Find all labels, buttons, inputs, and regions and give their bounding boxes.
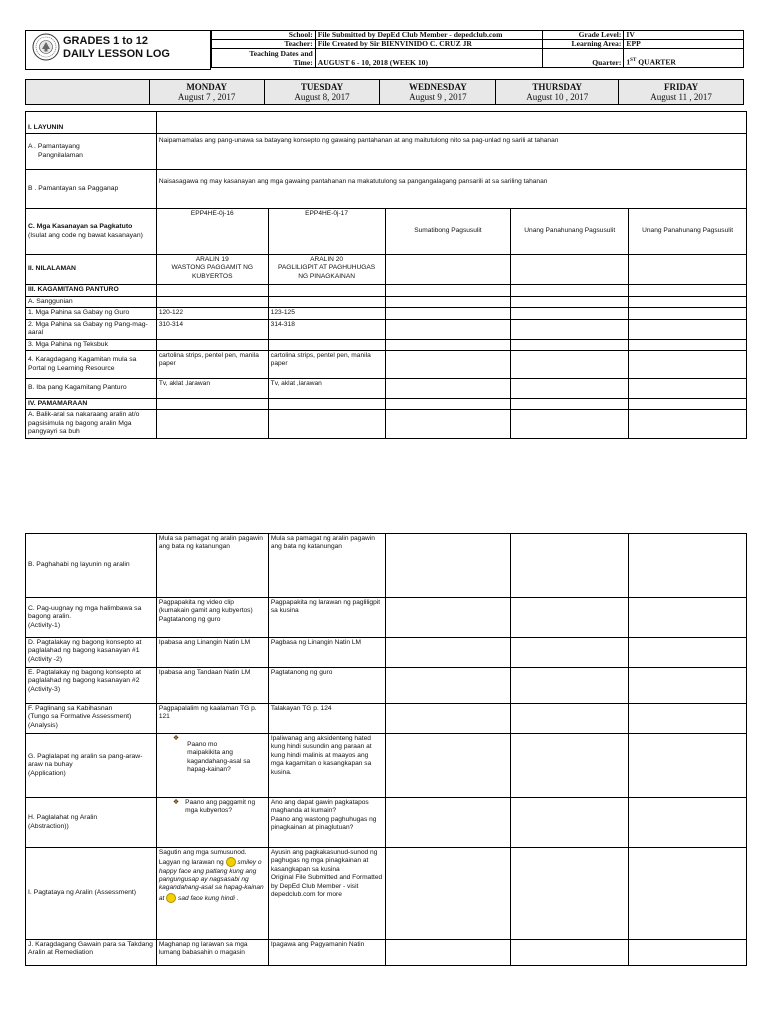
gabay-guro-monday: 120-122 [156, 308, 268, 319]
karagdagan-wednesday [385, 351, 511, 379]
C-label-line1: C. Pag-uugnay ng mga halimbawa sa bagong aralin. [28, 604, 142, 621]
nilalaman-friday [629, 255, 747, 285]
D-wednesday [385, 638, 511, 668]
F-thursday [511, 704, 629, 734]
sanggunian-thursday [511, 297, 629, 308]
pamantayang-label [26, 134, 157, 170]
teacher-value: File Created by Sir BIENVINIDO C. CRUZ JR [315, 40, 542, 49]
G-thursday [511, 734, 629, 798]
H-label-line1: H. Paglalahat ng Aralin [28, 814, 98, 822]
G-friday [629, 734, 747, 798]
nilalaman-thursday [511, 255, 629, 285]
kasanayan-thursday: Unang Panahunang Pagsusulit [511, 209, 629, 255]
H-friday [629, 798, 747, 848]
diamond-bullet-icon: ❖ [172, 735, 180, 742]
day-name: WEDNESDAY [409, 82, 467, 92]
balik-aral-monday [156, 410, 268, 438]
kagamitan-monday [156, 285, 268, 297]
nilalaman-monday-line2: WASTONG PAGGAMIT NG [171, 264, 253, 272]
I-tuesday-line2: Original File Submitted and Formatted by DepEd Club Member - visit depedclub.com for more [270, 874, 383, 899]
pamamaraan-thursday [511, 399, 629, 410]
pagganap-text: Naisasagawa ng may kasanayan ang mga gawaing pantahanan na makatutulong sa pangangalagang pansarili at sa sariling tahanan [156, 170, 746, 209]
C-monday [156, 598, 268, 638]
gabay-guro-thursday [511, 308, 629, 319]
C-tuesday: Pagpapakita ng larawan ng pagliligpit sa kusina [268, 598, 385, 638]
pamantayang-label-line2: Pangnilalaman [38, 151, 83, 159]
diamond-bullet-icon: ❖ [172, 799, 180, 806]
karagdagan-friday [629, 351, 747, 379]
C-wednesday [385, 598, 511, 638]
kagamitan-wednesday [385, 285, 511, 297]
G-label-line2: (Application) [28, 769, 66, 777]
nilalaman-monday [156, 255, 268, 285]
G-label [26, 734, 157, 798]
day-name: THURSDAY [532, 82, 583, 92]
quarter-value [624, 49, 744, 68]
nilalaman-label: II. NILALAMAN [26, 255, 157, 285]
kasanayan-wednesday: Sumatibong Pagsusulit [385, 209, 511, 255]
kasanayan-label-line1: C. Mga Kasanayan sa Pagkatuto [28, 223, 133, 231]
H-monday [156, 798, 268, 848]
H-label-line2: (Abstraction)) [28, 822, 69, 830]
C-monday-line2: Pagtatanong ng guro [158, 615, 221, 623]
B-friday [629, 534, 747, 598]
E-label-line1: E. Pagtalakay ng bagong konsepto at paglalahad ng bagong kasanayan #2 [28, 669, 141, 685]
J-tuesday: Ipagawa ang Pagyamanin Natin [268, 940, 385, 966]
sanggunian-wednesday [385, 297, 511, 308]
day-date: August 8, 2017 [294, 92, 350, 102]
teksbuk-monday [156, 339, 268, 350]
I-tuesday-line1: Ayusin ang pagkakasunud-sunod ng paghugas ng mga pinagkainan at kasangkapan sa kusina [270, 849, 378, 873]
karagdagan-tuesday: cartolina strips, pentel pen, manila paper [268, 351, 385, 379]
iba-friday [629, 379, 747, 399]
day-wednesday [380, 80, 496, 105]
quarter-word: QUARTER [636, 58, 676, 67]
days-empty-cell [26, 80, 150, 105]
nilalaman-tuesday [268, 255, 385, 285]
balik-aral-thursday [511, 410, 629, 438]
dates-label-line2: Time: [293, 58, 313, 67]
F-label [26, 704, 157, 734]
kasanayan-tuesday: EPP4HE-0j-17 [268, 209, 385, 255]
E-friday [629, 668, 747, 704]
I-monday-instructions: smiley o happy face ang patlang kung ang pangungusap ay nagsasabi ng kagandahang-asal sa hapag-kainan at [158, 859, 264, 902]
H-tuesday-line2: Paano ang wastong paghuhugas ng pinagkainan at pinaglutuan? [270, 815, 377, 832]
balik-aral-wednesday [385, 410, 511, 438]
G-wednesday [385, 734, 511, 798]
balik-aral-friday [629, 410, 747, 438]
kagamitan-friday [629, 285, 747, 297]
iba-monday: Tv, aklat ,larawan [156, 379, 268, 399]
school-label: School: [212, 31, 316, 40]
I-friday [629, 848, 747, 940]
nilalaman-wednesday [385, 255, 511, 285]
gabay-aaral-wednesday [385, 319, 511, 339]
C-thursday [511, 598, 629, 638]
gabay-aaral-friday [629, 319, 747, 339]
pamamaraan-wednesday [385, 399, 511, 410]
header-title-line1: GRADES 1 to 12 [63, 35, 148, 47]
pamamaraan-tuesday [268, 399, 385, 410]
day-name: TUESDAY [300, 82, 344, 92]
quarter-number: 1 [626, 58, 631, 67]
C-friday [629, 598, 747, 638]
grade-label: Grade Level: [542, 31, 624, 40]
nilalaman-monday-line1: ARALIN 19 [195, 256, 229, 263]
gabay-guro-friday [629, 308, 747, 319]
H-monday-text: Paano ang paggamit ng mga kubyertos? [185, 799, 256, 815]
gabay-aaral-tuesday: 314-318 [268, 319, 385, 339]
header-title [63, 35, 170, 61]
F-label-line2: (Tungo sa Formative Assessment) [28, 713, 132, 721]
E-thursday [511, 668, 629, 704]
E-wednesday [385, 668, 511, 704]
header-info-table [211, 30, 744, 68]
J-label: J. Karagdagang Gawain para sa Takdang Aralin at Remediation [26, 940, 157, 966]
B-thursday [511, 534, 629, 598]
pamamaraan-heading: IV. PAMAMARAAN [26, 399, 157, 410]
H-thursday [511, 798, 629, 848]
balik-aral-tuesday [268, 410, 385, 438]
nilalaman-tuesday-line2: PAGLILIGPIT AT PAGHUHUGAS [277, 264, 376, 272]
day-date: August 9 , 2017 [409, 92, 467, 102]
happy-face-icon [226, 857, 236, 867]
E-tuesday: Pagtatanong ng guro [268, 668, 385, 704]
layunin-heading: I. LAYUNIN [26, 112, 157, 134]
deped-seal-icon [32, 33, 60, 61]
E-label-line2: (Activity-3) [28, 685, 61, 693]
sanggunian-monday [156, 297, 268, 308]
iba-label: B. Iba pang Kagamitang Panturo [26, 379, 157, 399]
days-header-row [25, 79, 744, 105]
teksbuk-thursday [511, 339, 629, 350]
F-label-line1: F. Paglinang sa Kabihasnan [28, 705, 113, 712]
gabay-aaral-label: 2. Mga Pahina sa Gabay ng Pang-mag-aaral [26, 319, 157, 339]
nilalaman-monday-line3: KUBYERTOS [192, 272, 233, 280]
day-date: August 10 , 2017 [526, 92, 589, 102]
kasanayan-monday: EPP4HE-0j-16 [156, 209, 268, 255]
B-label: B. Paghahabi ng layunin ng aralin [26, 534, 157, 598]
quarter-label: Quarter: [542, 49, 624, 68]
J-wednesday [385, 940, 511, 966]
F-label-line3: (Analysis) [28, 721, 58, 729]
D-tuesday: Pagbasa ng Linangin Natin LM [268, 638, 385, 668]
teksbuk-friday [629, 339, 747, 350]
quarter-suffix: ST [630, 58, 637, 64]
B-monday: Mula sa pamagat ng aralin pagawin ang bata ng katanungan [156, 534, 268, 598]
H-tuesday [268, 798, 385, 848]
header-title-line2: DAILY LESSON LOG [63, 48, 170, 60]
day-friday [619, 80, 744, 105]
iba-wednesday [385, 379, 511, 399]
G-monday [156, 734, 268, 798]
teksbuk-wednesday [385, 339, 511, 350]
pamantayang-label-line1: A . Pamantayang [28, 143, 80, 151]
F-monday: Pagpapalalim ng kaalaman TG p. 121 [156, 704, 268, 734]
teacher-label: Teacher: [212, 40, 316, 49]
kagamitan-heading: III. KAGAMITANG PANTURO [26, 285, 157, 297]
day-name: FRIDAY [663, 82, 699, 92]
G-label-line1: G. Paglalapat ng aralin sa pang-araw-araw na buhay [28, 752, 143, 769]
iba-thursday [511, 379, 629, 399]
gabay-guro-label: 1. Mga Pahina sa Gabay ng Guro [26, 308, 157, 319]
pamantayang-text: Naipamamalas ang pang-unawa sa batayang konsepto ng gawaing pantahanan at ang maitutulong nito sa pag-unlad ng sarili at tahanan [156, 134, 746, 170]
kasanayan-label-line2: (Isulat ang code ng bawat kasanayan) [28, 231, 143, 239]
pamamaraan-friday [629, 399, 747, 410]
F-tuesday: Talakayan TG p. 124 [268, 704, 385, 734]
teksbuk-label: 3. Mga Pahina ng Teksbuk [26, 339, 157, 350]
karagdagan-monday: cartolina strips, pentel pen, manila paper [156, 351, 268, 379]
C-label [26, 598, 157, 638]
day-thursday [496, 80, 619, 105]
dates-value: AUGUST 6 - 10, 2018 (WEEK 10) [315, 49, 542, 68]
grade-value: IV [624, 31, 744, 40]
nilalaman-tuesday-line1: ARALIN 20 [310, 256, 344, 263]
sanggunian-tuesday [268, 297, 385, 308]
I-wednesday [385, 848, 511, 940]
school-value: File Submitted by DepEd Club Member - depedclub.com [315, 31, 542, 40]
karagdagan-thursday [511, 351, 629, 379]
iba-tuesday: Tv, aklat ,larawan [268, 379, 385, 399]
area-value: EPP [624, 40, 744, 49]
kagamitan-tuesday [268, 285, 385, 297]
H-label [26, 798, 157, 848]
pagganap-label: B . Pamantayan sa Pagganap [26, 170, 157, 209]
kasanayan-label [26, 209, 157, 255]
H-tuesday-line1: Ano ang dapat gawin pagkatapos maghanda at kumain? [270, 799, 369, 815]
I-monday-intro: Sagutin ang mga sumusunod. Lagyan ng larawan ng [158, 849, 247, 867]
D-label: D. Pagtalakay ng bagong konsepto at paglalahad ng bagong kasanayan #1 (Activity -2) [26, 638, 157, 668]
J-monday: Maghanap ng larawan sa mga lumang babasahin o magasin [156, 940, 268, 966]
B-tuesday: Mula sa pamagat ng aralin pagawin ang bata ng katanungan [268, 534, 385, 598]
sanggunian-label: A. Sanggunian [26, 297, 157, 308]
D-thursday [511, 638, 629, 668]
kagamitan-thursday [511, 285, 629, 297]
I-thursday [511, 848, 629, 940]
dates-label [212, 49, 316, 68]
day-date: August 11 , 2017 [650, 92, 712, 102]
H-wednesday [385, 798, 511, 848]
sad-face-icon [166, 893, 176, 903]
C-label-line2: (Activity-1) [28, 621, 61, 629]
gabay-aaral-thursday [511, 319, 629, 339]
pamamaraan-monday [156, 399, 268, 410]
balik-aral-label: A. Balik-aral sa nakaraang aralin at/o pagsisimula ng bagong aralin Mga pangyayri sa buh [26, 410, 157, 438]
E-monday: Ipabasa ang Tandaan Natin LM [156, 668, 268, 704]
I-tuesday [268, 848, 385, 940]
day-tuesday [264, 80, 380, 105]
gabay-guro-wednesday [385, 308, 511, 319]
G-tuesday: Ipaliwanag ang aksidenteng hated kung hindi susundin ang paraan at kung hindi malinis at maayos ang mga kagamitan o kasangkapan sa kusina. [268, 734, 385, 798]
I-monday-sad: sad face kung hindi . [178, 894, 239, 902]
dates-label-line1: Teaching Dates and [249, 49, 313, 58]
area-label: Learning Area: [542, 40, 624, 49]
day-monday [149, 80, 264, 105]
day-date: August 7 , 2017 [177, 92, 236, 102]
gabay-guro-tuesday: 123-125 [268, 308, 385, 319]
B-wednesday [385, 534, 511, 598]
I-label: I. Pagtataya ng Aralin (Assessment) [26, 848, 157, 940]
G-monday-text: Paano mo maipakikita ang kagandahang-asal sa hapag-kainan? [187, 741, 251, 774]
C-monday-line1: Pagpapakita ng video clip (kumakain gamit ang kubyertos) [158, 599, 253, 615]
day-name: MONDAY [186, 82, 227, 92]
gabay-aaral-monday: 310-314 [156, 319, 268, 339]
kasanayan-friday: Unang Panahunang Pagsusulit [629, 209, 747, 255]
nilalaman-tuesday-line3: NG PINAGKAINAN [298, 272, 355, 280]
D-monday: Ipabasa ang Linangin Natin LM [156, 638, 268, 668]
teksbuk-tuesday [268, 339, 385, 350]
F-friday [629, 704, 747, 734]
lesson-table-part1 [25, 111, 747, 439]
J-thursday [511, 940, 629, 966]
karagdagan-label: 4. Karagdagang Kagamitan mula sa Portal ng Learning Resource [26, 351, 157, 379]
layunin-empty [156, 112, 746, 134]
D-friday [629, 638, 747, 668]
I-monday [156, 848, 268, 940]
sanggunian-friday [629, 297, 747, 308]
F-wednesday [385, 704, 511, 734]
lesson-table-part2 [25, 533, 747, 966]
E-label [26, 668, 157, 704]
J-friday [629, 940, 747, 966]
